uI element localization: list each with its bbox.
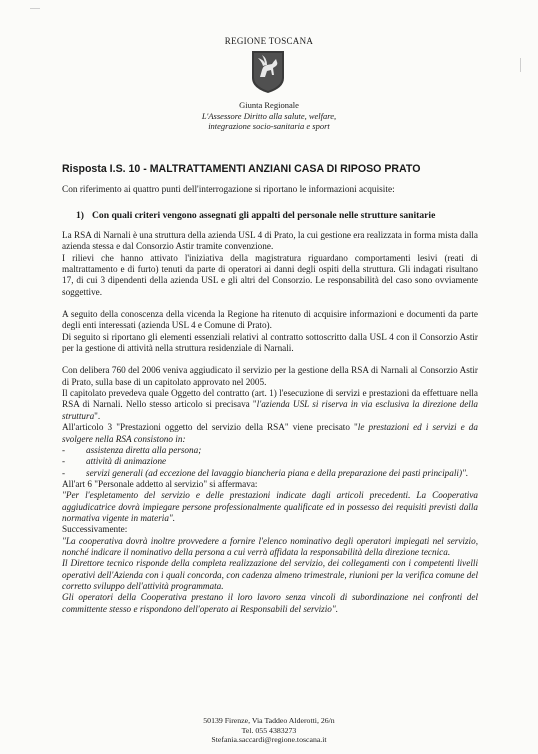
list-item: - assistenza diretta alla persona; — [62, 445, 478, 456]
paragraph: Con delibera 760 del 2006 veniva aggiudicato il servizio per la gestione della RSA di Narnali al Consorzio Astir di Prato, sulla base di un capitolato approvato nel 2005. — [62, 365, 478, 387]
services-list — [62, 445, 478, 479]
paragraph: I rilievi che hanno attivato l'iniziativa della magistratura riguardano comportamenti lesivi (reati di maltrattamento e di furto) tenuti da parte di operatori ai danni degli ospiti della struttura. Gli indagati risultano 17, di cui 3 dipendenti della azienda USL e gli altri del Consorzio. Le responsabilità del caso sono ovviamente soggettive. — [62, 252, 478, 297]
quote-block: Il Direttore tecnico risponde della completa realizzazione del servizio, dei collegamenti con i competenti livelli operativi dell'Azienda con i quali concorda, con cadenza almeno trimestrale, riunioni per la verifica comune del corretto sviluppo dell'attività programmata. — [62, 558, 478, 591]
answer-body — [62, 230, 478, 615]
paragraph — [62, 422, 478, 445]
pegasus-crest-icon — [251, 50, 285, 94]
paragraph: La RSA di Narnali è una struttura della azienda USL 4 di Prato, la cui gestione era realizzata in forma mista dalla azienda stessa e dal Consorzio Astir tramite convenzione. — [62, 230, 479, 252]
question-number: 1) — [76, 210, 84, 221]
office-block — [0, 100, 538, 132]
scan-speck — [520, 58, 521, 72]
quote-block: "Per l'espletamento del servizio e delle prestazioni indicate dagli articoli precedenti. La Cooperativa aggiudicatrice dovrà impiegare persone professionalmente qualificate ed in possesso dei requisiti previsti dalla normativa vigente in materia". — [62, 490, 478, 523]
footer-contact — [0, 716, 538, 745]
paragraph — [62, 388, 478, 422]
assessor-line-2: integrazione socio-sanitaria e sport — [208, 121, 330, 131]
question-text: Con quali criteri vengono assegnati gli appalti del personale nelle strutture sanitarie — [92, 210, 436, 221]
quoted-text: le prestazioni ed i servizi e da svolgere nella RSA consistono in: — [62, 422, 478, 444]
footer-phone: Tel. 055 4383273 — [241, 725, 297, 735]
paragraph: Di seguito si riportano gli elementi essenziali relativi al contratto sottoscritto dalla USL 4 con il Consorzio Astir per la gestione di attività nella struttura residenziale di Narnali. — [62, 331, 478, 354]
text-run: Il capitolato prevedeva quale Oggetto del contratto (art. 1) l'esecuzione di servizi e prestazioni da effettuare nella RSA di Narnali. Nello stesso articolo si precisava " — [62, 388, 478, 410]
paragraph: All'art 6 "Personale addetto al servizio" si affermava: — [62, 478, 258, 489]
office-name: Giunta Regionale — [239, 100, 299, 110]
intro-text: Con riferimento ai quattro punti dell'interrogazione si riportano le informazioni acquisite: — [62, 185, 395, 195]
footer-address: 50139 Firenze, Via Taddeo Alderotti, 26/n — [203, 716, 335, 725]
footer-email: Stefania.saccardi@regione.toscana.it — [211, 735, 327, 745]
text-run: All'articolo 3 "Prestazioni oggetto del servizio della RSA" viene precisato " — [62, 422, 358, 433]
institution-title: REGIONE TOSCANA — [224, 36, 314, 46]
list-item: - attività di animazione — [62, 456, 478, 467]
quoted-text: l'azienda USL si riserva in via esclusiva la direzione della struttura — [62, 399, 478, 421]
assessor-line: L'Assessore Diritto alla salute, welfare, — [201, 110, 337, 121]
scan-speck — [30, 8, 40, 9]
quote-block: Gli operatori della Cooperativa prestano il loro lavoro senza vincoli di subordinazione nei confronti del committente stesso e rispondono dell'operato ai Responsabili del servizio". — [62, 592, 478, 614]
document-heading: Risposta I.S. 10 - MALTRATTAMENTI ANZIANI CASA DI RIPOSO PRATO — [62, 163, 421, 175]
paragraph: A seguito della conoscenza della vicenda la Regione ha ritenuto di acquisire informazioni e documenti da parte degli enti interessati (azienda USL 4 e Comune di Prato). — [62, 309, 478, 331]
quote-block: "La cooperativa dovrà inoltre provvedere a fornire l'elenco nominativo degli operatori impiegati nel servizio, nonché indicare il nominativo della persona a cui verrà affidata la responsabilità della direzione tecnica. — [62, 535, 478, 557]
text-run: ". — [94, 410, 101, 421]
list-item: - servizi generali (ad eccezione del lavaggio biancheria piana e della preparazione dei pasti principali)". — [62, 468, 478, 479]
question-1 — [62, 210, 502, 221]
paragraph: Successivamente: — [62, 524, 128, 535]
